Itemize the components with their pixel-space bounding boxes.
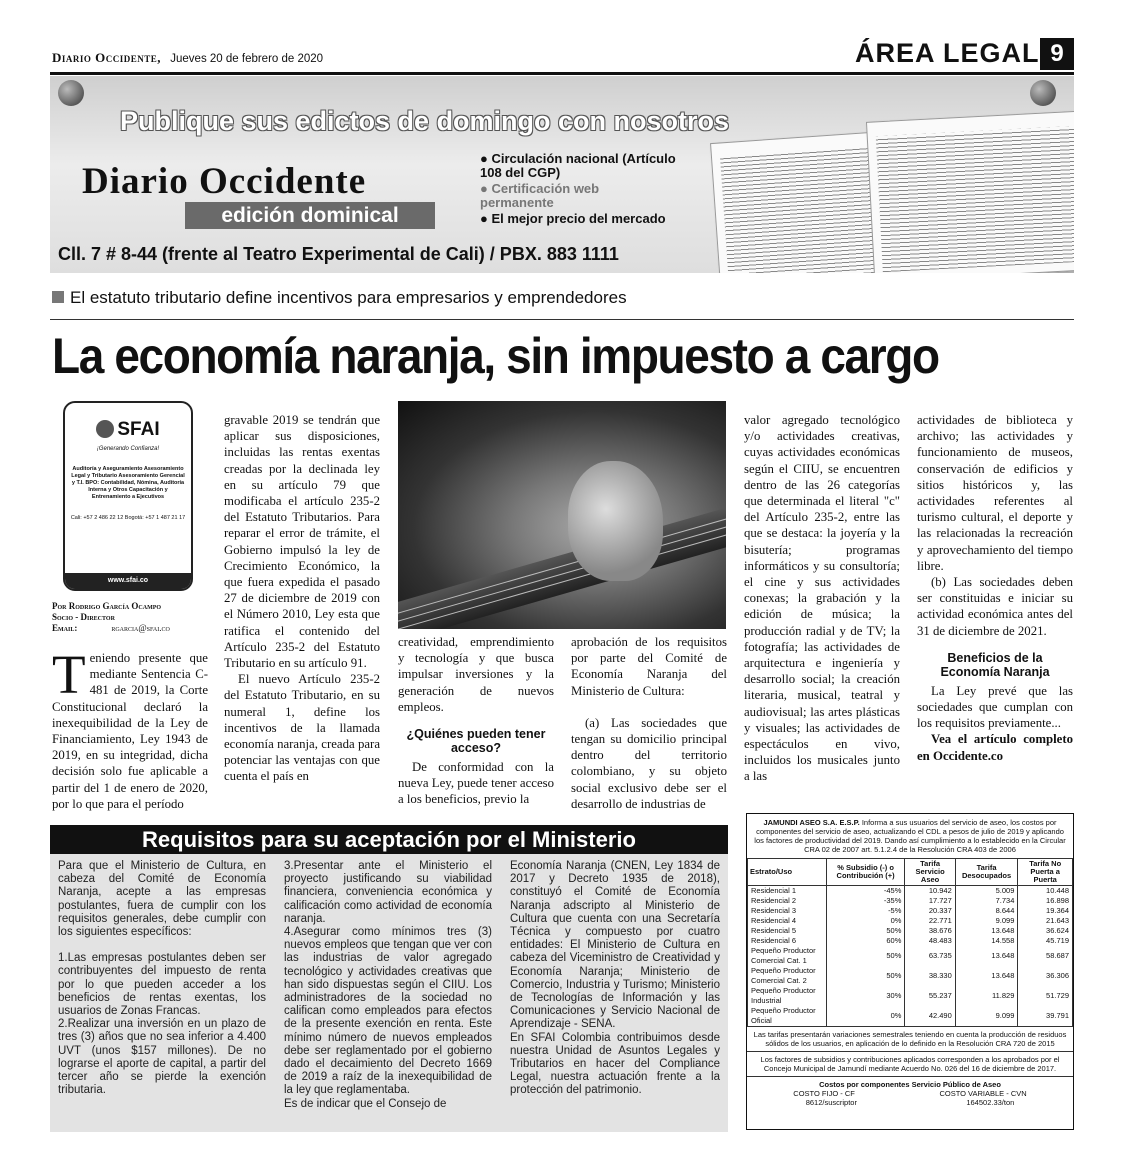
table-cell: 11.829 (955, 986, 1018, 1006)
table-cell: -35% (826, 896, 905, 906)
table-cell: 13.648 (955, 946, 1018, 966)
read-more-link[interactable]: Vea el artículo completo en Occidente.co (917, 732, 1073, 763)
costs-block (747, 1076, 1073, 1110)
table-header-cell: % Subsidio (-) o Contribución (+) (826, 859, 905, 886)
table-header-cell: Tarifa Servicio Aseo (905, 859, 955, 886)
table-cell: 8.644 (955, 906, 1018, 916)
bullet-item: ● Certificación web permanente (480, 181, 600, 210)
table-cell: Residencial 5 (748, 926, 827, 936)
table-cell: 55.237 (905, 986, 955, 1006)
table-row (748, 886, 1073, 897)
article-column-2: gravable 2019 se tendrán que aplicar sus disposiciones, incluidas las rentas exentas creadas por la declinada ley en su artículo 79 que modificaba el artículo 235-2 del Estatuto Tributarios. Para reparar el error de trámite, el Gobierno impulsó la ley de Crecimiento Económico, la que fuera expedida el pasado 27 de diciembre de 2019 con el Número 2010, Ley esta que ratifica el contenido del Artículo 235-2 del Estatuto Tributario en su artículo 91. El nuevo Artículo 235-2 del Estatuto Tributario, en su numeral 1, define los incentivos de la llamada economía naranja, creada para potenciar las ventajas con que cuenta el país en (224, 413, 380, 784)
article-column-3: creatividad, emprendimiento y tecnología y que busca impulsar inversiones y la generación de nuevos empleos. ¿Quiénes pueden tener acceso? De conformidad con la nueva Ley, puede tener acceso a los beneficios, previo la (398, 635, 554, 807)
table-cell: -45% (826, 886, 905, 897)
table-row (748, 896, 1073, 906)
kicker: El estatuto tributario define incentivos para empresarios y emprendedores (52, 288, 627, 308)
requisitos-column-1: Para que el Ministerio de Cultura, en cabeza del Comité de Economía Naranja, acepte a las empresas postulantes, fuera de cumplir con los requisitos generales, debe cumplir con los siguientes específicos: 1.Las empresas postulantes deben ser contribuyentes del impuesto de renta por lo que pueden acceder a los beneficios de rentas exentas, los usuarios de Zonas Francas. 2.Realizar una inversión en un plazo de tres (3) años que no sea inferior a 4.400 UVT (unos $157 millones). De no lograrse el aporte de capital, a partir del tercer año se pierde la exención tributaria. (58, 860, 266, 1097)
table-cell: Residencial 3 (748, 906, 827, 916)
newspaper-page-image (866, 110, 1074, 273)
table-cell: 0% (826, 916, 905, 926)
table-cell: 21.643 (1018, 916, 1073, 926)
table-cell: 38.676 (905, 926, 955, 936)
table-cell: 50% (826, 926, 905, 936)
banner-bullets (480, 152, 690, 228)
table-row (748, 946, 1073, 966)
table-cell: 50% (826, 966, 905, 986)
paper-name: Diario Occidente, (52, 50, 162, 65)
pushpin-icon (1030, 80, 1056, 106)
table-cell: 36.624 (1018, 926, 1073, 936)
notice-note-2: Los factores de subsidios y contribuciones aplicados corresponden a los aprobados por el Concejo Municipal de Jamundí mediante Acuerdo No. 026 del 16 de diciembre de 2017. (747, 1051, 1073, 1076)
table-cell: Pequeño Productor Industrial (748, 986, 827, 1006)
table-cell: Pequeño Productor Comercial Cat. 2 (748, 966, 827, 986)
byline-role: Socio - Director (52, 612, 115, 622)
table-cell: 13.648 (955, 966, 1018, 986)
square-bullet-icon (52, 291, 64, 303)
table-cell: 9.099 (955, 916, 1018, 926)
banner-address: Cll. 7 # 8-44 (frente al Teatro Experimental de Cali) / PBX. 883 1111 (58, 244, 619, 264)
table-cell: 58.687 (1018, 946, 1073, 966)
article-column-5: valor agregado tecnológico y/o actividades creativas, cuyas actividades económicas según el CIIU, se encuentren dentro de las 26 categorías que determinada el literal "c" del Artículo 235-2, entre las que se destaca: la joyería y la bisutería; programas informáticos y su consultoría; el cine y sus actividades conexas; la grabación y la edición de música; la producción radial y de TV; la fotografía; las actividades de arquitectura e ingeniería y desarrollo social; la creación literaria, musical, teatral y audiovisual; las artes plásticas y visuales; las actividades de espectáculos en vivo, incluidos los musicales junto a las (744, 413, 900, 784)
table-cell: 38.330 (905, 966, 955, 986)
drop-cap: T (52, 644, 86, 705)
table-row (748, 926, 1073, 936)
page-number: 9 (1040, 38, 1074, 70)
bullet-item: ● Circulación nacional (Artículo 108 del CGP) (480, 151, 676, 180)
table-cell: 13.648 (955, 926, 1018, 936)
bullet-item: ● El mejor precio del mercado (480, 211, 666, 226)
table-cell: Residencial 6 (748, 936, 827, 946)
banner-headline: Publique sus edictos de domingo con nosotros (120, 106, 730, 136)
notice-intro: JAMUNDI ASEO S.A. E.S.P. Informa a sus usuarios del servicio de aseo, los costos por componentes del servicio de aseo, actualizando el CDL a pesos de julio de 2019 y aplicando los factores de productividad del 2019. Dando así cumplimiento a lo establecido en la Circular CRA 02 de 2007 art. 5.1.2.4 de la Resolución CRA 403 de 2006 (754, 818, 1066, 854)
table-cell: 36.306 (1018, 966, 1073, 986)
banner-edition: edición dominical (185, 202, 435, 229)
table-row (748, 986, 1073, 1006)
sfai-ad (63, 401, 193, 591)
table-cell: Pequeño Productor Comercial Cat. 1 (748, 946, 827, 966)
article-column-4: aprobación de los requisitos por parte del Comité de Economía Naranja del Ministerio de Cultura: (a) Las sociedades que tengan su domicilio principal dentro del territorio colombiano, y su objeto social exclusivo debe ser el desarrollo de industrias de (571, 635, 727, 811)
table-cell: 19.364 (1018, 906, 1073, 916)
article-column-6: actividades de biblioteca y archivo; las actividades y funcionamiento de museos, conservación de edificios y sitios históricos y, las actividades referentes al turismo cultural, el deporte y las relacionadas la recreación y aprovechamiento del tiempo libre. (b) Las sociedades deben ser constituidas e iniciar su actividad económica antes del 31 de diciembre de 2021. Beneficios de la Economía Naranja La Ley prevé que las sociedades que cumplan con los requisitos previamente... Vea el artículo completo en Occidente.co (917, 413, 1073, 763)
tariff-table (747, 858, 1073, 1026)
byline-author: Por Rodrigo García Ocampo (52, 601, 162, 611)
table-cell: Residencial 4 (748, 916, 827, 926)
table-cell: Residencial 2 (748, 896, 827, 906)
table-cell: 63.735 (905, 946, 955, 966)
table-cell: 30% (826, 986, 905, 1006)
table-cell: 39.791 (1018, 1006, 1073, 1026)
table-row (748, 916, 1073, 926)
table-cell: 48.483 (905, 936, 955, 946)
article-title: La economía naranja, sin impuesto a cargo (52, 328, 939, 384)
table-header-cell: Estrato/Uso (748, 859, 827, 886)
table-row (748, 1006, 1073, 1026)
edicts-banner-ad (50, 76, 1074, 273)
table-cell: 10.448 (1018, 886, 1073, 897)
kicker-rule (50, 319, 1074, 320)
article-column-1: Teniendo presente que mediante Sentencia C-481 de 2019, la Corte Constitucional declaró la inexequibilidad de la Ley de Financiamiento, Ley 1943 de 2019, en su integridad, dicha decisión solo fue aplicable a partir del 1 de enero de 2020, por lo que para el período (52, 644, 208, 811)
table-cell: Pequeño Productor Oficial (748, 1006, 827, 1026)
table-cell: 9.099 (955, 1006, 1018, 1026)
jamundi-aseo-notice (746, 813, 1074, 1130)
table-header-row (748, 859, 1073, 886)
sfai-logo: SFAI (65, 419, 191, 441)
table-row (748, 906, 1073, 916)
table-body (748, 886, 1073, 1027)
sfai-phones: Cali: +57 2 486 22 12 Bogotá: +57 1 487 21 17 (70, 515, 186, 521)
banner-logo: Diario Occidente (82, 161, 367, 202)
table-row (748, 966, 1073, 986)
byline (52, 601, 170, 634)
subhead-quienes: ¿Quiénes pueden tener acceso? (406, 727, 546, 756)
table-cell: 22.771 (905, 916, 955, 926)
byline-email: Email: rgarcia@sfai.co (52, 623, 170, 633)
table-cell: 51.729 (1018, 986, 1073, 1006)
costs-labels: COSTO FIJO - CF COSTO VARIABLE - CVN (793, 1089, 1027, 1098)
sfai-services: Auditoría y Aseguramiento Asesoramiento Legal y Tributario Asesoramiento Gerencial y T.I. BPO: Contabilidad, Nómina, Auditoría Interna y Otros Capacitación y Entrenamiento a Ejecutivos (71, 466, 185, 500)
table-cell: 45.719 (1018, 936, 1073, 946)
table-cell: 7.734 (955, 896, 1018, 906)
pushpin-icon (58, 80, 84, 106)
table-cell: -5% (826, 906, 905, 916)
table-cell: 20.337 (905, 906, 955, 916)
table-cell: 0% (826, 1006, 905, 1026)
sfai-tagline: ¡Generando Confianza! (96, 446, 160, 452)
table-header-cell: Tarifa Desocupados (955, 859, 1018, 886)
table-header-cell: Tarifa No Puerta a Puerta (1018, 859, 1073, 886)
requisitos-column-2: 3.Presentar ante el Ministerio el proyecto justificando su viabilidad financiera, conveniencia económica y calificación como actividad de economía naranja. 4.Asegurar como mínimos tres (3) nuevos empleos que tengan que ver con las industrias de valor agregado tecnológico y actividades creativas que han sido dispuestas según el CIIU. Los administradores de la sociedad no califican como empleados para efectos de la presente exención en renta. Este mínimo número de nuevos empleados debe ser reglamentado por el gobierno dado el decaimiento del Decreto 1669 de 2019 a raíz de la inexequibilidad de la ley que reglamentaba. Es de indicar que el Consejo de (284, 860, 492, 1110)
table-cell: 60% (826, 936, 905, 946)
table-cell: 14.558 (955, 936, 1018, 946)
table-cell: 10.942 (905, 886, 955, 897)
table-cell: 16.898 (1018, 896, 1073, 906)
requisitos-title: Requisitos para su aceptación por el Ministerio (50, 825, 728, 854)
globe-icon (96, 420, 114, 438)
table-cell: 42.490 (905, 1006, 955, 1026)
table-cell: Residencial 1 (748, 886, 827, 897)
sfai-web: www.sfai.co (65, 573, 191, 589)
requisitos-column-3: Economía Naranja (CNEN, Ley 1834 de 2017 y Decreto 1935 de 2018), constituyó el Comité de Economía Naranja adscripto al Ministerio de Cultura que cuenta con una Secretaría Técnica y compuesto por cuatro entidades: El Ministerio de Cultura en cabeza del Viceministro de Creatividad y Economía Naranja; Ministerio de Comercio, Industria y Turismo; Ministerio de Tecnologías de Información y las Comunicaciones y Servicio Nacional de Aprendizaje - SENA. En SFAI Colombia contribuimos desde nuestra Unidad de Asuntos Legales y Tributarios en hacer del Compliance Legal, nuestra actuación frente a la protección del patrimonio. (510, 860, 720, 1097)
table-cell: 5.009 (955, 886, 1018, 897)
table-cell: 17.727 (905, 896, 955, 906)
guitar-photo (398, 401, 726, 629)
issue-date: Jueves 20 de febrero de 2020 (170, 53, 324, 65)
section-title: ÁREA LEGAL (855, 38, 1040, 68)
table-row (748, 936, 1073, 946)
costs-values: 8612/suscriptor 164502.33/ton (805, 1098, 1015, 1107)
subhead-beneficios: Beneficios de la Economía Naranja (940, 650, 1050, 679)
costs-title: Costos por componentes Servicio Público de Aseo (819, 1080, 1001, 1089)
masthead-rule (50, 72, 1074, 75)
masthead-paper-date (52, 50, 323, 66)
notice-note-1: Las tarifas presentarán variaciones semestrales teniendo en cuenta la producción de residuos sólidos de los usuarios, en aplicación de lo definido en la Resolución CRA 720 de 2015 (747, 1026, 1073, 1051)
table-cell: 50% (826, 946, 905, 966)
